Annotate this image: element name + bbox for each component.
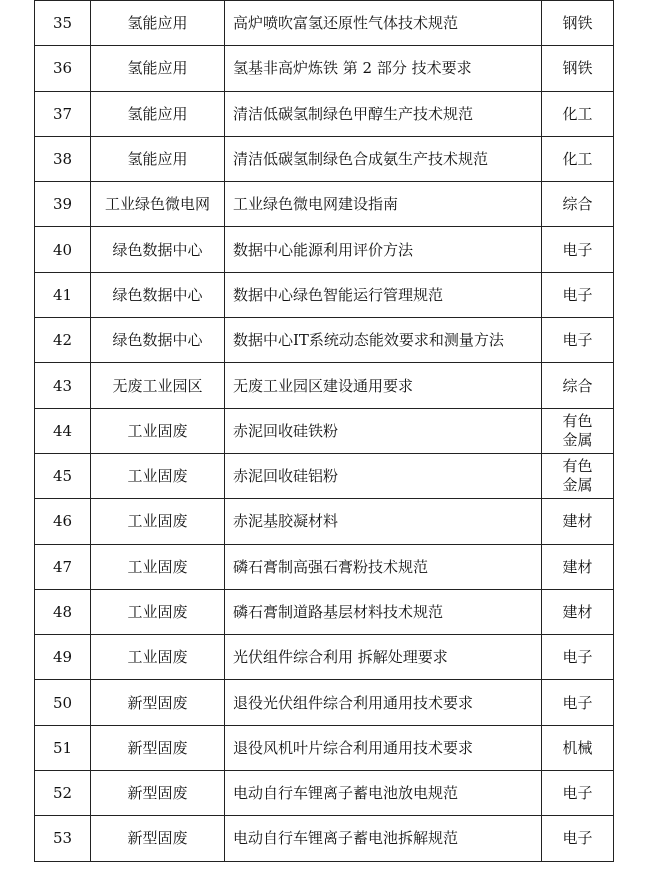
row-standard-name: 光伏组件综合利用 拆解处理要求: [225, 635, 542, 680]
row-number: 52: [35, 771, 91, 816]
row-number: 43: [35, 363, 91, 408]
row-industry-label: 电子: [562, 285, 593, 304]
row-number: 44: [35, 408, 91, 453]
row-number: 53: [35, 816, 91, 861]
table-row: [35, 272, 614, 317]
row-industry: [542, 318, 614, 363]
row-industry: [542, 771, 614, 816]
row-industry: [542, 182, 614, 227]
row-industry: [542, 136, 614, 181]
row-category: 新型固废: [91, 816, 225, 861]
row-category: 氢能应用: [91, 46, 225, 91]
row-category: 工业固废: [91, 544, 225, 589]
table-row: [35, 91, 614, 136]
table-row: [35, 182, 614, 227]
table-row: [35, 680, 614, 725]
table-row: [35, 499, 614, 544]
row-category: 工业固废: [91, 499, 225, 544]
row-industry-label: 有色金属: [562, 411, 593, 449]
row-category: 工业绿色微电网: [91, 182, 225, 227]
row-standard-name: 工业绿色微电网建设指南: [225, 182, 542, 227]
row-standard-name: 数据中心绿色智能运行管理规范: [225, 272, 542, 317]
table-row: [35, 816, 614, 861]
row-number: 47: [35, 544, 91, 589]
row-number: 49: [35, 635, 91, 680]
row-number: 39: [35, 182, 91, 227]
table-row: [35, 725, 614, 770]
row-standard-name: 赤泥回收硅铝粉: [225, 453, 542, 498]
row-number: 40: [35, 227, 91, 272]
row-standard-name: 磷石膏制道路基层材料技术规范: [225, 589, 542, 634]
row-number: 35: [35, 1, 91, 46]
row-industry-label: 综合: [562, 195, 593, 214]
row-number: 50: [35, 680, 91, 725]
table-row: [35, 363, 614, 408]
table-row: [35, 589, 614, 634]
row-industry-label: 电子: [562, 829, 593, 848]
row-category: 新型固废: [91, 771, 225, 816]
row-number: 37: [35, 91, 91, 136]
row-industry-label: 有色金属: [562, 457, 593, 495]
row-number: 48: [35, 589, 91, 634]
row-industry: [542, 589, 614, 634]
row-industry-label: 电子: [562, 693, 593, 712]
row-industry-label: 机械: [562, 738, 593, 757]
row-category: 工业固废: [91, 635, 225, 680]
row-standard-name: 高炉喷吹富氢还原性气体技术规范: [225, 1, 542, 46]
row-industry-label: 建材: [562, 512, 593, 531]
row-standard-name: 赤泥回收硅铁粉: [225, 408, 542, 453]
row-category: 氢能应用: [91, 91, 225, 136]
row-industry: [542, 91, 614, 136]
row-standard-name: 磷石膏制高强石膏粉技术规范: [225, 544, 542, 589]
row-category: 新型固废: [91, 680, 225, 725]
row-standard-name: 清洁低碳氢制绿色合成氨生产技术规范: [225, 136, 542, 181]
table-row: [35, 771, 614, 816]
row-industry: [542, 408, 614, 453]
row-industry: [542, 453, 614, 498]
row-industry-label: 建材: [562, 603, 593, 621]
row-standard-name: 电动自行车锂离子蓄电池放电规范: [225, 771, 542, 816]
row-industry-label: 电子: [562, 331, 593, 350]
row-industry: [542, 725, 614, 770]
row-industry: [542, 544, 614, 589]
table-row: [35, 318, 614, 363]
row-category: 工业固废: [91, 408, 225, 453]
row-industry-label: 电子: [562, 240, 593, 259]
row-category: 绿色数据中心: [91, 272, 225, 317]
row-standard-name: 无废工业园区建设通用要求: [225, 363, 542, 408]
row-industry-label: 综合: [562, 376, 593, 395]
standards-table-container: [34, 0, 614, 862]
table-row: [35, 635, 614, 680]
row-industry-label: 电子: [562, 648, 593, 667]
row-industry: [542, 1, 614, 46]
row-industry: [542, 46, 614, 91]
row-standard-name: 退役光伏组件综合利用通用技术要求: [225, 680, 542, 725]
row-industry: [542, 499, 614, 544]
row-standard-name: 清洁低碳氢制绿色甲醇生产技术规范: [225, 91, 542, 136]
table-row: [35, 544, 614, 589]
row-industry: [542, 680, 614, 725]
row-category: 氢能应用: [91, 1, 225, 46]
table-row: [35, 136, 614, 181]
row-number: 45: [35, 453, 91, 498]
row-standard-name: 赤泥基胶凝材料: [225, 499, 542, 544]
row-industry: [542, 227, 614, 272]
row-standard-name: 电动自行车锂离子蓄电池拆解规范: [225, 816, 542, 861]
row-industry: [542, 635, 614, 680]
row-number: 46: [35, 499, 91, 544]
row-industry-label: 钢铁: [562, 59, 593, 78]
row-industry-label: 化工: [562, 104, 593, 123]
row-number: 41: [35, 272, 91, 317]
row-industry-label: 钢铁: [562, 14, 593, 33]
row-standard-name: 氢基非高炉炼铁 第 2 部分 技术要求: [225, 46, 542, 91]
row-category: 新型固废: [91, 725, 225, 770]
row-category: 绿色数据中心: [91, 227, 225, 272]
row-industry-label: 电子: [562, 784, 593, 803]
table-row: [35, 46, 614, 91]
row-number: 38: [35, 136, 91, 181]
row-category: 绿色数据中心: [91, 318, 225, 363]
row-industry-label: 化工: [562, 150, 593, 169]
row-number: 36: [35, 46, 91, 91]
row-standard-name: 数据中心IT系统动态能效要求和测量方法: [225, 318, 542, 363]
table-row: [35, 408, 614, 453]
table-row: [35, 1, 614, 46]
row-category: 无废工业园区: [91, 363, 225, 408]
row-category: 工业固废: [91, 453, 225, 498]
table-row: [35, 453, 614, 498]
row-number: 51: [35, 725, 91, 770]
row-number: 42: [35, 318, 91, 363]
row-category: 氢能应用: [91, 136, 225, 181]
row-industry-label: 建材: [562, 557, 593, 576]
table-row: [35, 227, 614, 272]
standards-table: [34, 0, 614, 862]
row-standard-name: 退役风机叶片综合利用通用技术要求: [225, 725, 542, 770]
row-category: 工业固废: [91, 589, 225, 634]
row-industry: [542, 363, 614, 408]
row-industry: [542, 816, 614, 861]
row-standard-name: 数据中心能源利用评价方法: [225, 227, 542, 272]
row-industry: [542, 272, 614, 317]
